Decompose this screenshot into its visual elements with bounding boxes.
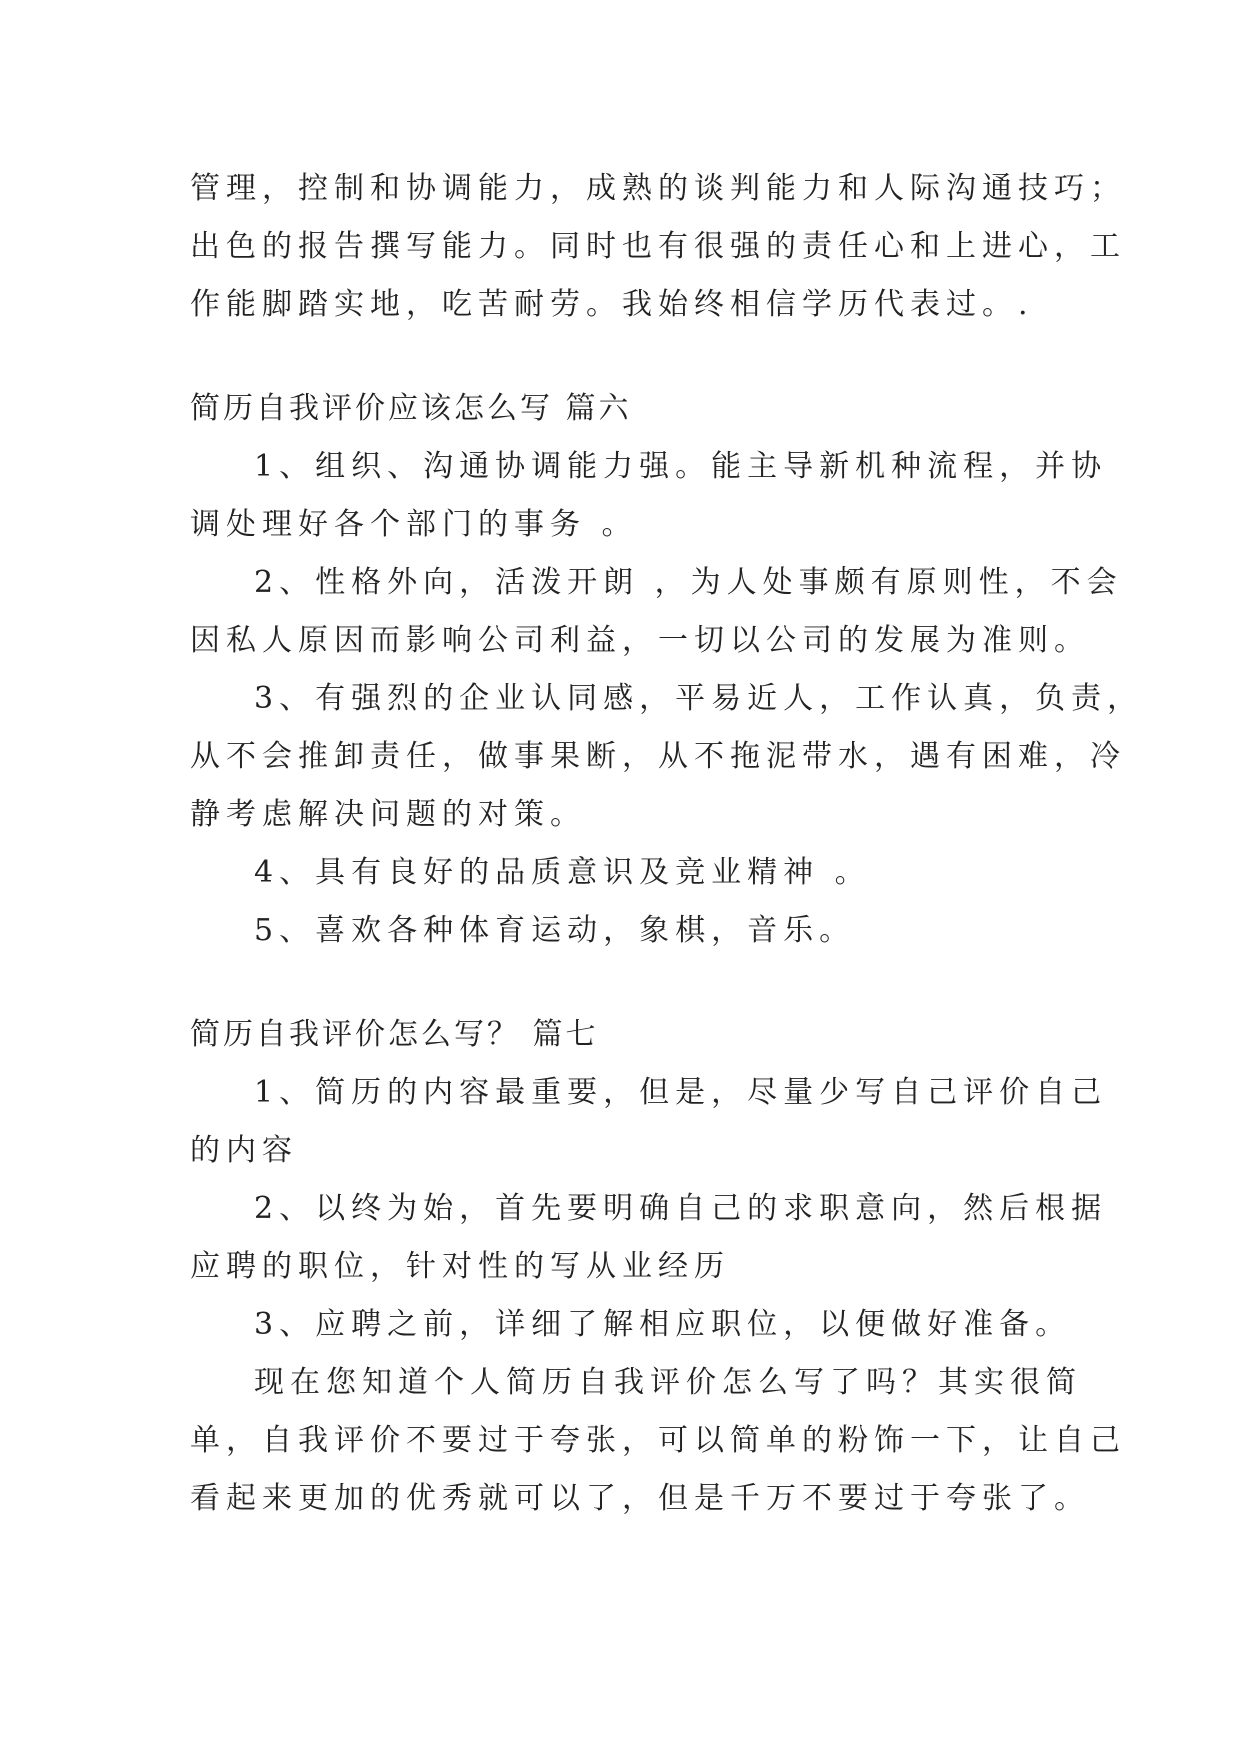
item-line: 2、性格外向，活泼开朗 ，为人处事颇有原则性，不会 (254, 565, 1123, 600)
section-7-item-1 (190, 1064, 1108, 1180)
section-6-item-5 (190, 902, 1060, 960)
item-line: 1、组织、沟通协调能力强。能主导新机种流程，并协 (254, 449, 1108, 484)
item-line: 应聘的职位，针对性的写从业经历 (190, 1249, 730, 1284)
section-6-item-3 (190, 670, 1144, 844)
item-line: 5、喜欢各种体育运动，象棋，音乐。 (254, 913, 856, 948)
item-line: 3、应聘之前，详细了解相应职位，以便做好准备。 (254, 1307, 1072, 1342)
item-line: 2、以终为始，首先要明确自己的求职意向，然后根据 (254, 1191, 1108, 1226)
item-line: 1、简历的内容最重要，但是，尽量少写自己评价自己 (254, 1075, 1108, 1110)
section-7-item-2 (190, 1180, 1108, 1296)
intro-line: 作能脚踏实地，吃苦耐劳。我始终相信学历代表过。. (190, 287, 1034, 322)
intro-line: 出色的报告撰写能力。同时也有很强的责任心和上进心，工 (190, 229, 1126, 264)
item-line: 的内容 (190, 1133, 298, 1168)
conclusion-line: 现在您知道个人简历自我评价怎么写了吗？其实很简 (254, 1365, 1082, 1400)
section-6-item-4 (190, 844, 1060, 902)
item-line: 静考虑解决问题的对策。 (190, 797, 586, 832)
intro-paragraph (190, 160, 1126, 334)
item-line: 调处理好各个部门的事务 。 (190, 507, 638, 542)
section-6 (190, 380, 1144, 960)
section-6-item-1 (190, 438, 1108, 554)
section-6-item-2 (190, 554, 1123, 670)
section-6-heading: 简历自我评价应该怎么写 篇六 (190, 391, 632, 426)
item-line: 4、具有良好的品质意识及竞业精神 。 (254, 855, 871, 890)
section-7-heading: 简历自我评价怎么写？ 篇七 (190, 1017, 599, 1052)
section-7 (190, 1006, 1126, 1528)
intro-line: 管理，控制和协调能力，成熟的谈判能力和人际沟通技巧； (190, 171, 1126, 206)
conclusion-line: 看起来更加的优秀就可以了，但是千万不要过于夸张了。 (190, 1481, 1090, 1516)
item-line: 因私人原因而影响公司利益，一切以公司的发展为准则。 (190, 623, 1090, 658)
section-7-item-3 (190, 1296, 1072, 1354)
document-page (190, 160, 1144, 1528)
item-line: 从不会推卸责任，做事果断，从不拖泥带水，遇有困难，冷 (190, 739, 1126, 774)
conclusion-line: 单，自我评价不要过于夸张，可以简单的粉饰一下，让自己 (190, 1423, 1126, 1458)
conclusion-paragraph (190, 1354, 1126, 1528)
item-line: 3、有强烈的企业认同感，平易近人，工作认真，负责， (254, 681, 1144, 716)
